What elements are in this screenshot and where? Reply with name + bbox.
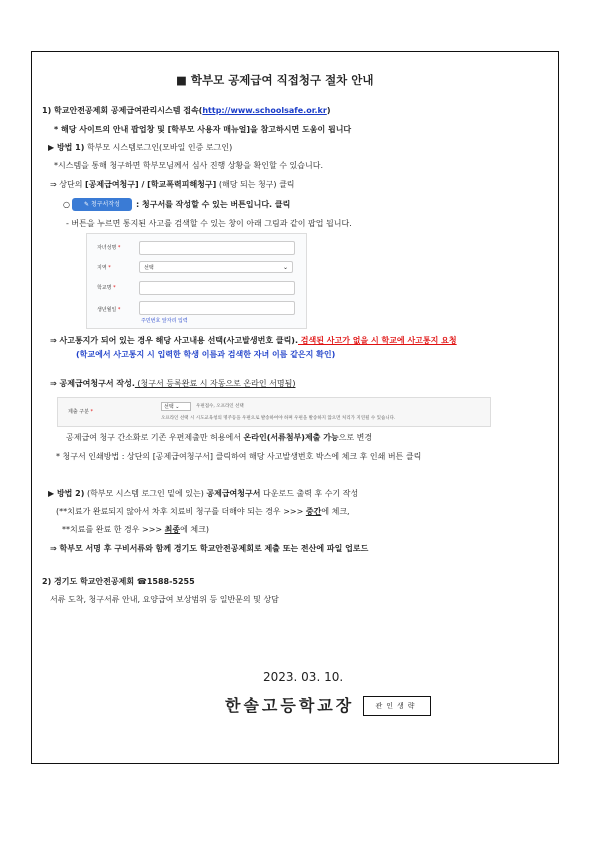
child-name-input[interactable] (139, 241, 295, 255)
bullet: ○ (63, 200, 70, 209)
manual-note: * 해당 사이트의 안내 팝업창 및 [학부모 사용자 매뉴얼]을 참고하시면 도움이 됩니다 (54, 125, 352, 134)
submission-type-form (57, 397, 491, 427)
section1-heading: 1) 학교안전공제회 공제급여관리시스템 접속(http://www.schoolsafe.or.kr) (42, 106, 331, 115)
section2-heading: 2) 경기도 학교안전공제회 ☎1588-5255 (42, 577, 195, 586)
birthdate-input[interactable] (139, 301, 295, 315)
click-instruction: ⇒ 상단의 [공제급여청구] / [학교폭력피해청구] (해당 되는 청구) 클릭 (50, 180, 295, 189)
school-name-input[interactable] (139, 281, 295, 295)
birthdate-label: 생년월일 * (97, 307, 121, 313)
method2-line: ▶ 방법 2) (학부모 시스템 로그인 밑에 있는) 공제급여청구서 다운로드 출력 후 수기 작성 (48, 489, 359, 498)
section2-description: 서류 도착, 청구서류 안내, 요양급여 보상범위 등 일반문의 및 상담 (50, 595, 279, 604)
simplify-note: 공제급여 청구 간소화로 기존 우편제출만 허용에서 온라인(서류첨부)제출 가능으로 변경 (66, 433, 373, 442)
birthdate-hint-link[interactable]: 주민번호 앞자리 입력 (141, 318, 188, 324)
print-method-note: * 청구서 인쇄방법 : 상단의 [공제급여청구서] 클릭하여 해당 사고발생번호 박스에 체크 후 인쇄 버튼 클릭 (56, 452, 422, 461)
submission-type-select[interactable]: 선택 ⌄ (161, 402, 191, 411)
official-seal-omitted: 관인생략 (363, 696, 431, 716)
region-select[interactable]: 선택 ⌄ (139, 261, 293, 273)
final-note: **치료를 완료 한 경우 >>> 최종에 체크) (62, 525, 209, 534)
method1-line: ▶ 방법 1) 학부모 시스템로그인(모바일 인증 로그인) (48, 143, 233, 152)
button-description: : 청구서를 작성할 수 있는 버튼입니다. 클릭 (136, 200, 291, 209)
schoolsafe-link[interactable]: http://www.schoolsafe.or.kr (202, 106, 327, 115)
document-date: 2023. 03. 10. (263, 670, 344, 684)
popup-description: - 버튼을 누르면 통지된 사고를 검색할 수 있는 창이 아래 그림과 같이 팝업 됩니다. (66, 219, 352, 228)
region-label: 지역 * (97, 265, 111, 271)
school-name-label: 학교명 * (97, 285, 116, 291)
accident-search-form (86, 233, 307, 329)
page-title: ■ 학부모 공제급여 직접청구 절차 안내 (176, 73, 374, 87)
status-note: *시스템을 통해 청구하면 학부모님께서 심사 진행 상황을 확인할 수 있습니다. (54, 161, 323, 170)
submission-hint: 우편접수, 오프라인 선택 (196, 404, 244, 409)
child-name-label: 자녀성명 * (97, 245, 121, 251)
submit-instruction: ⇒ 학부모 서명 후 구비서류와 함께 경기도 학교안전공제회로 제출 또는 전산에 파일 업로드 (50, 544, 369, 553)
write-claim-line: ⇒ 공제급여청구서 작성. (청구서 등록완료 시 자동으로 온라인 서명됨) (50, 379, 296, 388)
submission-type-label: 제출 구분 * (68, 409, 94, 415)
chevron-down-icon: ⌄ (282, 264, 288, 271)
submission-description: 오프라인 선택 시 시도교육청의 명주등을 우편으로 발송하여야 하며 우편을 발송하지 않으면 처리가 지연될 수 있습니다. (161, 416, 396, 421)
interim-note: (**치료가 완료되지 않아서 차후 치료비 청구를 더해야 되는 경우 >>> 중간에 체크, (56, 507, 350, 516)
school-principal: 한솔고등학교장 (225, 696, 355, 715)
name-check-note: (학교에서 사고통지 시 입력한 학생 이름과 검색한 자녀 이름 같은지 확인) (76, 350, 336, 359)
write-claim-button[interactable]: ✎ 청구서작성 (72, 198, 132, 211)
select-accident-line: ⇒ 사고통지가 되어 있는 경우 해당 사고내용 선택(사고발생번호 클릭). 검색된 사고가 없을 시 학교에 사고통지 요청 (50, 336, 457, 345)
